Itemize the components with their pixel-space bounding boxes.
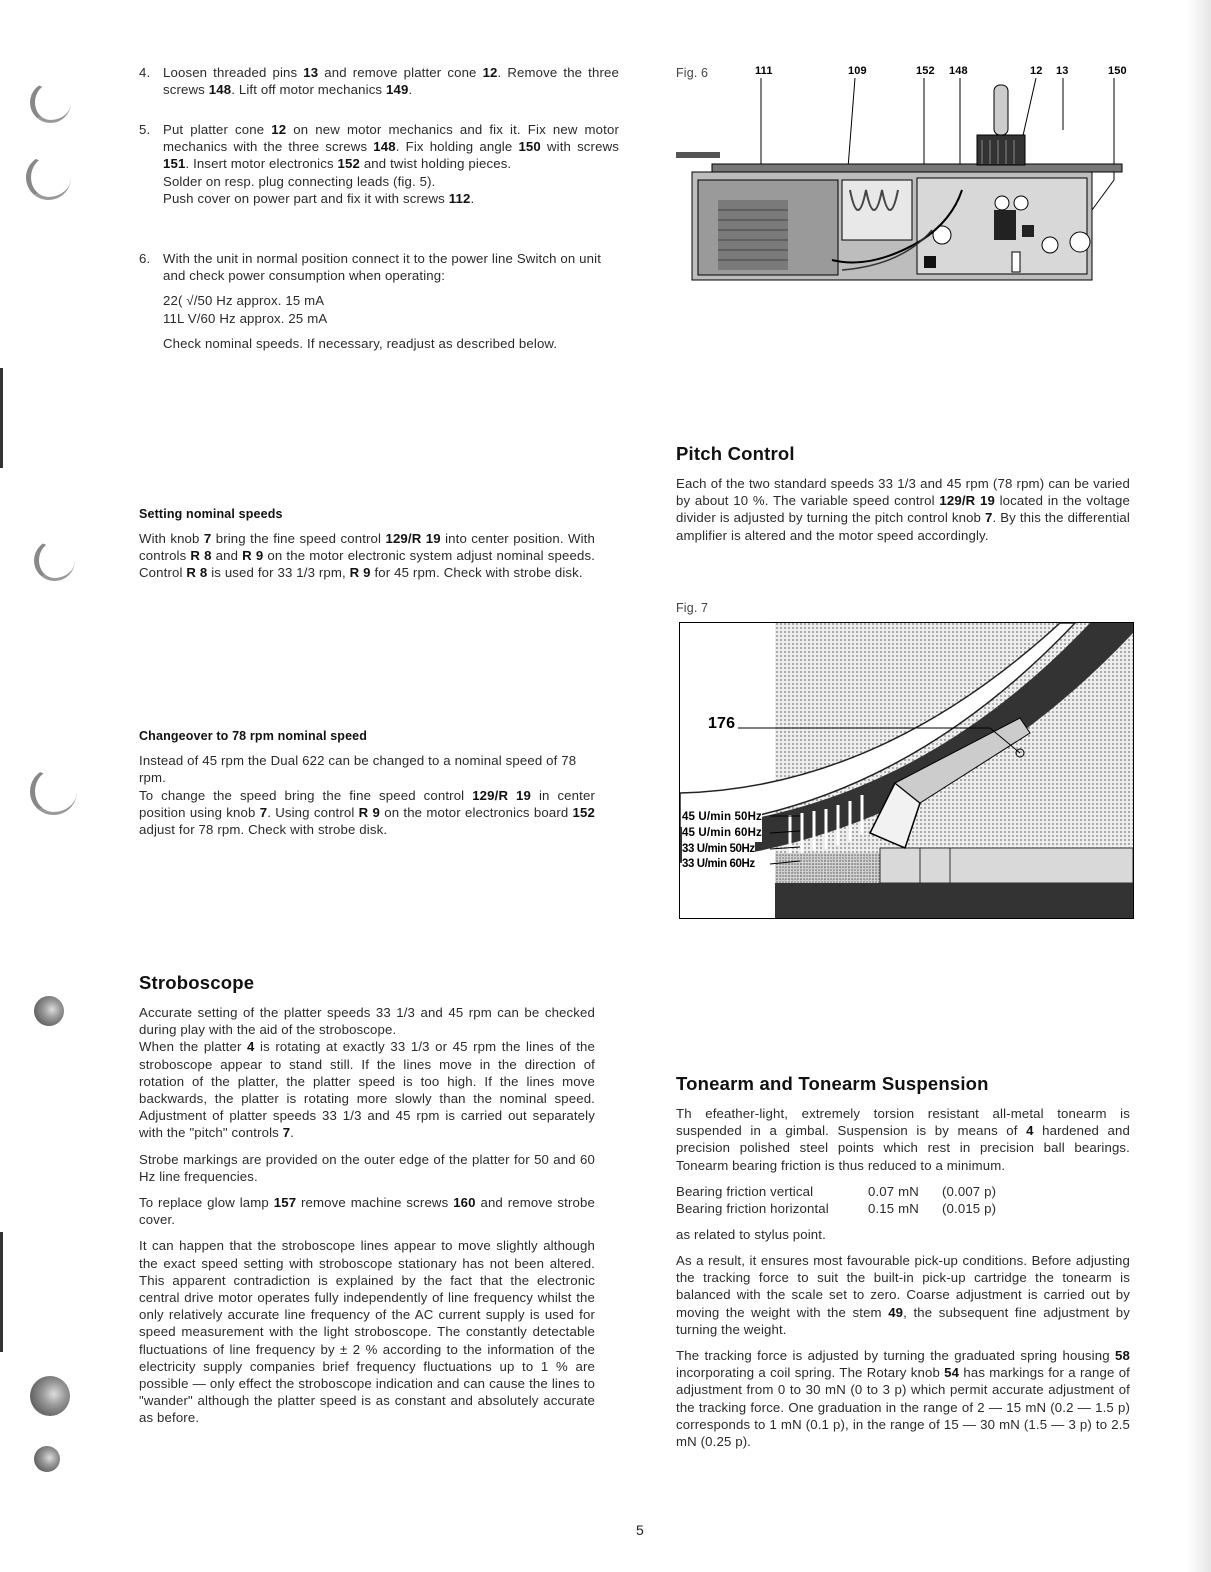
binder-hole-4 <box>30 768 77 815</box>
binder-hole-3 <box>34 540 75 581</box>
step-6-text: With the unit in normal position connect it to the power line Switch on unit and check power consumption when operating: <box>163 251 602 284</box>
step-6-check: Check nominal speeds. If necessary, readjust as described below. <box>163 335 558 351</box>
fig7-caption: Fig. 7 <box>676 601 709 615</box>
fig7-strobe-figure <box>679 622 1134 919</box>
stroboscope-heading: Stroboscope <box>139 972 255 993</box>
step-4-number: 4. <box>139 65 151 80</box>
fig6-label-152: 152 <box>916 65 935 77</box>
fig6-label-148: 148 <box>949 65 968 77</box>
bearing-friction-vertical: Bearing friction vertical 0.07 mN (0.007 p) <box>676 1183 997 1199</box>
step-6 <box>139 250 619 352</box>
stroboscope-explanation: It can happen that the stroboscope lines appear to move slightly although the exact speed setting with stroboscope stationary has not been altered. This apparent contradiction is explained by the fact that the electronic central drive motor operates fully independently of line frequency whilst the only relatively accurate line frequency of the AC current supply is used for speed measurement with the light stroboscope. The constantly detectable fluctuations of line frequency by ± 2 % according to the information of the electricity supply companies brief frequency fluctuations up to 1 % are possible — only effect the stroboscope indication and can cause the lines to "wander" although the platter speed is as constant and absolutely accurate as before. <box>139 1238 595 1426</box>
fig6-motor-diagram <box>672 60 1142 290</box>
stroboscope-body <box>139 1004 595 1427</box>
margin-mark-1 <box>0 368 3 468</box>
step-5-text: Put platter cone 12 on new motor mechanics and fix it. Fix new motor mechanics with the three screws 148. Fix holding angle 150 with screws 151. Insert motor electronics 152 and twist holding pieces. <box>163 122 619 172</box>
step-5 <box>139 121 619 207</box>
step-4 <box>139 64 619 98</box>
fig6-label-111: 111 <box>755 65 773 77</box>
step-5-cover: Push cover on power part and fix it with screws 112. <box>163 190 475 206</box>
tonearm-body <box>676 1105 1130 1450</box>
strobe-label-33-50: 33 U/min 50Hz <box>682 841 755 858</box>
fig6-label-150: 150 <box>1108 65 1127 77</box>
changeover-78-heading: Changeover to 78 rpm nominal speed <box>139 729 368 743</box>
fig6-caption: Fig. 6 <box>676 66 709 80</box>
fig6-label-109: 109 <box>848 65 867 77</box>
changeover-78-intro: Instead of 45 rpm the Dual 622 can be changed to a nominal speed of 78 rpm. <box>139 753 577 786</box>
pitch-control-heading: Pitch Control <box>676 443 795 464</box>
tonearm-intro: Th efeather-light, extremely torsion resistant all-metal tonearm is suspended in a gimbal. Suspension is by means of 4 hardened and precision polished steel points which rest in precision ball bearings. Tonearm bearing friction is thus reduced to a minimum. <box>676 1106 1130 1173</box>
stroboscope-markings: Strobe markings are provided on the outer edge of the platter for 50 and 60 Hz line frequencies. <box>139 1151 595 1184</box>
power-spec-220: 22( √/50 Hz approx. 15 mA <box>163 293 325 309</box>
stroboscope-lines: When the platter 4 is rotating at exactly 33 1/3 or 45 rpm the lines of the stroboscope appear to stand still. If the lines move in the direction of rotation of the platter, the platter speed is too high. If the lines move backwards, the platter is rotating more slowly than the nominal speed. Adjustment of platter speeds 33 1/3 and 45 rpm is carried out separately with the "pitch" controls 7. <box>139 1039 596 1141</box>
fig6-label-13: 13 <box>1056 65 1069 77</box>
binder-hole-7 <box>34 1446 60 1472</box>
step-5-number: 5. <box>139 122 151 137</box>
setting-nominal-speeds-text: With knob 7 bring the fine speed control 129/R 19 into center position. With controls R 8 and R 9 on the motor electronic system adjust nominal speeds. Control R 8 is used for 33 1/3 rpm, R 9 for 45 rpm. Check with strobe disk. <box>139 531 595 581</box>
fig6-label-12: 12 <box>1030 65 1043 77</box>
strobe-label-33-60: 33 U/min 60Hz <box>682 856 755 873</box>
tonearm-heading: Tonearm and Tonearm Suspension <box>676 1073 989 1094</box>
binder-hole-1 <box>30 82 71 123</box>
step-5-solder: Solder on resp. plug connecting leads (fig. 5). <box>163 173 436 189</box>
fig7-platter-drawing <box>680 623 1133 918</box>
binder-hole-6 <box>30 1376 70 1416</box>
power-spec-110: 11L V/60 Hz approx. 25 mA <box>163 310 328 326</box>
page-edge-shadow <box>1187 0 1211 1572</box>
setting-nominal-speeds-heading: Setting nominal speeds <box>139 507 283 521</box>
margin-mark-2 <box>0 1232 3 1352</box>
binder-hole-2 <box>26 155 71 200</box>
binder-hole-5 <box>34 996 64 1026</box>
changeover-78-procedure: To change the speed bring the fine speed control 129/R 19 in center position using knob 7. Using control R 9 on the motor electronics board 152 adjust for 78 rpm. Check with strobe disk. <box>139 788 595 838</box>
bearing-friction-horizontal: Bearing friction horizontal 0.15 mN (0.015 p) <box>676 1200 997 1216</box>
tonearm-tracking-force: The tracking force is adjusted by turning the graduated spring housing 58 incorporating a coil spring. The Rotary knob 54 has markings for a range of adjustment from 0 to 30 mN (0 to 3 p) which permit accurate adjustment of the tracking force. One graduation in the range of 2 — 15 mN (0.2 — 1.5 p) corresponds to 1 mN (0.1 p), in the range of 15 — 30 mN (1.5 — 3 p) to 2.5 mN (0.25 p). <box>676 1348 1130 1450</box>
strobe-label-45-60: 45 U/min 60Hz <box>682 825 762 842</box>
fig7-label-176: 176 <box>708 715 736 732</box>
stroboscope-intro: Accurate setting of the platter speeds 33 1/3 and 45 rpm can be checked during play with the aid of the stroboscope. <box>139 1005 595 1038</box>
pitch-control-text: Each of the two standard speeds 33 1/3 and 45 rpm (78 rpm) can be varied by about 10 %. The variable speed control 129/R 19 located in the voltage divider is adjusted by turning the pitch control knob 7. By this the differential amplifier is altered and the motor speed accordingly. <box>676 476 1130 543</box>
page-number: 5 <box>636 1522 644 1538</box>
stroboscope-glow-lamp: To replace glow lamp 157 remove machine screws 160 and remove strobe cover. <box>139 1195 595 1228</box>
tonearm-related: as related to stylus point. <box>676 1226 826 1242</box>
strobe-label-45-50: 45 U/min 50Hz <box>682 809 762 826</box>
step-6-number: 6. <box>139 251 151 266</box>
tonearm-balance: As a result, it ensures most favourable pick-up conditions. Before adjusting the tracking force to suit the built-in pick-up cartridge the tonearm is balanced with the scale set to zero. Coarse adjustment is carried out by moving the weight with the stem 49, the subsequent fine adjustment by turning the weight. <box>676 1253 1130 1337</box>
step-4-text: Loosen threaded pins 13 and remove platter cone 12. Remove the three screws 148. Lift off motor mechanics 149. <box>163 65 619 98</box>
